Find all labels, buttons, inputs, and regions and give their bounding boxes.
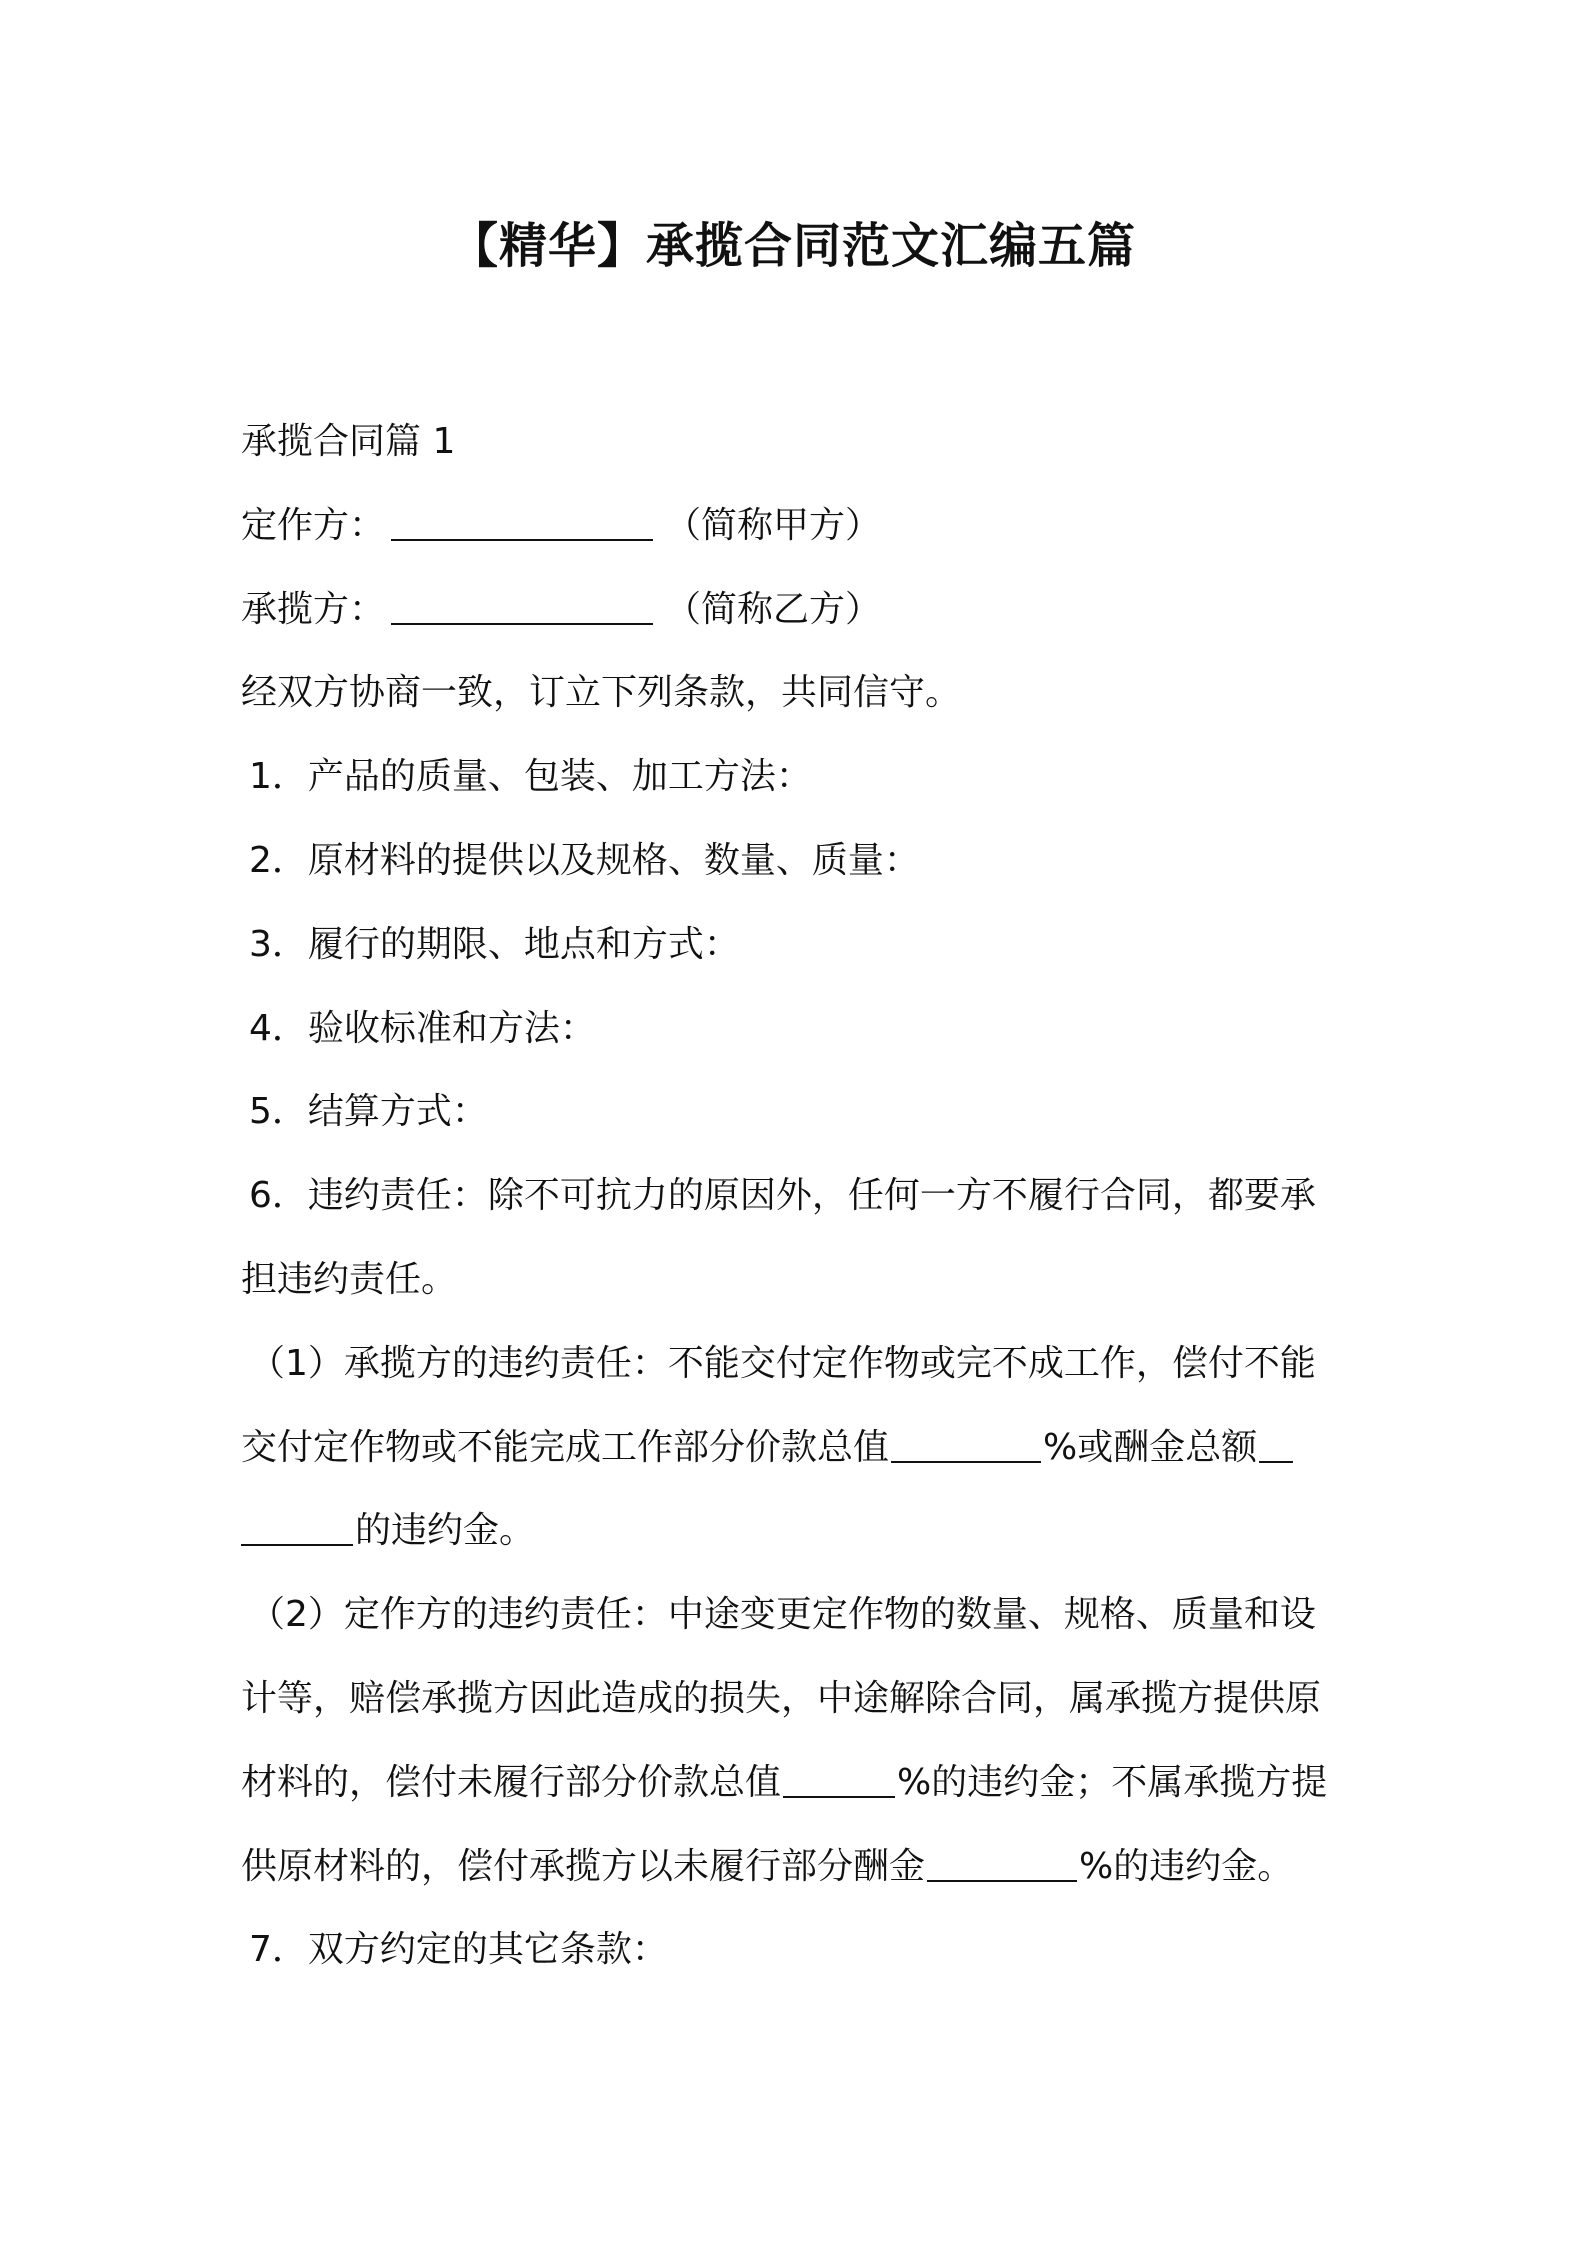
- clause-2: 2．原材料的提供以及规格、数量、质量：: [249, 839, 920, 881]
- amount-blank-end: [241, 1504, 353, 1546]
- percent-blank-3: [927, 1840, 1077, 1882]
- party-a-note: （简称甲方）: [665, 504, 882, 546]
- percent-blank-2: [783, 1756, 895, 1798]
- clause-3: 3．履行的期限、地点和方式：: [249, 923, 740, 965]
- section-heading: 承揽合同篇 1: [241, 421, 456, 462]
- sub-clause-2-line-1: （2）定作方的违约责任：中途变更定作物的数量、规格、质量和设: [249, 1594, 1316, 1636]
- sub-clause-2-line-3: [241, 1741, 1356, 1825]
- sub-clause-2-text-a: 材料的，偿付未履行部分价款总值: [241, 1761, 782, 1803]
- sub-clause-1-text-a: 交付定作物或不能完成工作部分价款总值: [241, 1426, 890, 1468]
- intro-text: 经双方协商一致，订立下列条款，共同信守。: [241, 672, 962, 714]
- sub-clause-2-text-d: %的违约金。: [1079, 1845, 1294, 1887]
- party-a-line: [241, 484, 1356, 568]
- clause-7: 7．双方约定的其它条款：: [249, 1929, 668, 1971]
- sub-clause-2-text-b: %的违约金；不属承揽方提: [897, 1761, 1328, 1803]
- party-a-blank: [391, 499, 653, 541]
- sub-clause-2-line-2: 计等，赔偿承揽方因此造成的损失，中途解除合同，属承揽方提供原: [241, 1677, 1322, 1719]
- percent-blank-1: [891, 1421, 1041, 1463]
- sub-clause-1-text-c: 的违约金。: [355, 1510, 536, 1552]
- sub-clause-1-text-b: %或酬金总额: [1043, 1426, 1258, 1468]
- clause-6-line-1: 6．违约责任：除不可抗力的原因外，任何一方不履行合同，都要承: [249, 1175, 1316, 1217]
- party-b-blank: [391, 583, 653, 625]
- sub-clause-2-line-4: [241, 1825, 1356, 1909]
- clause-4: 4．验收标准和方法：: [249, 1007, 596, 1049]
- party-b-note: （简称乙方）: [665, 588, 882, 630]
- sub-clause-1-line-2: [241, 1406, 1356, 1490]
- clause-6-line-2: 担违约责任。: [241, 1258, 458, 1300]
- party-a-label: 定作方：: [241, 504, 386, 546]
- clause-5: 5．结算方式：: [249, 1091, 488, 1133]
- sub-clause-1-line-3: [241, 1489, 1356, 1573]
- sub-clause-2-text-c: 供原材料的，偿付承揽方以未履行部分酬金: [241, 1845, 926, 1887]
- party-b-line: [241, 568, 1356, 652]
- clause-1: 1．产品的质量、包装、加工方法：: [249, 756, 812, 798]
- amount-blank-start: [1259, 1421, 1293, 1463]
- document-body: [241, 400, 1356, 1992]
- party-b-label: 承揽方：: [241, 588, 386, 630]
- document-title: 【精华】承揽合同范文汇编五篇: [449, 218, 1136, 274]
- sub-clause-1-line-1: （1）承揽方的违约责任：不能交付定作物或完不成工作，偿付不能: [249, 1342, 1316, 1384]
